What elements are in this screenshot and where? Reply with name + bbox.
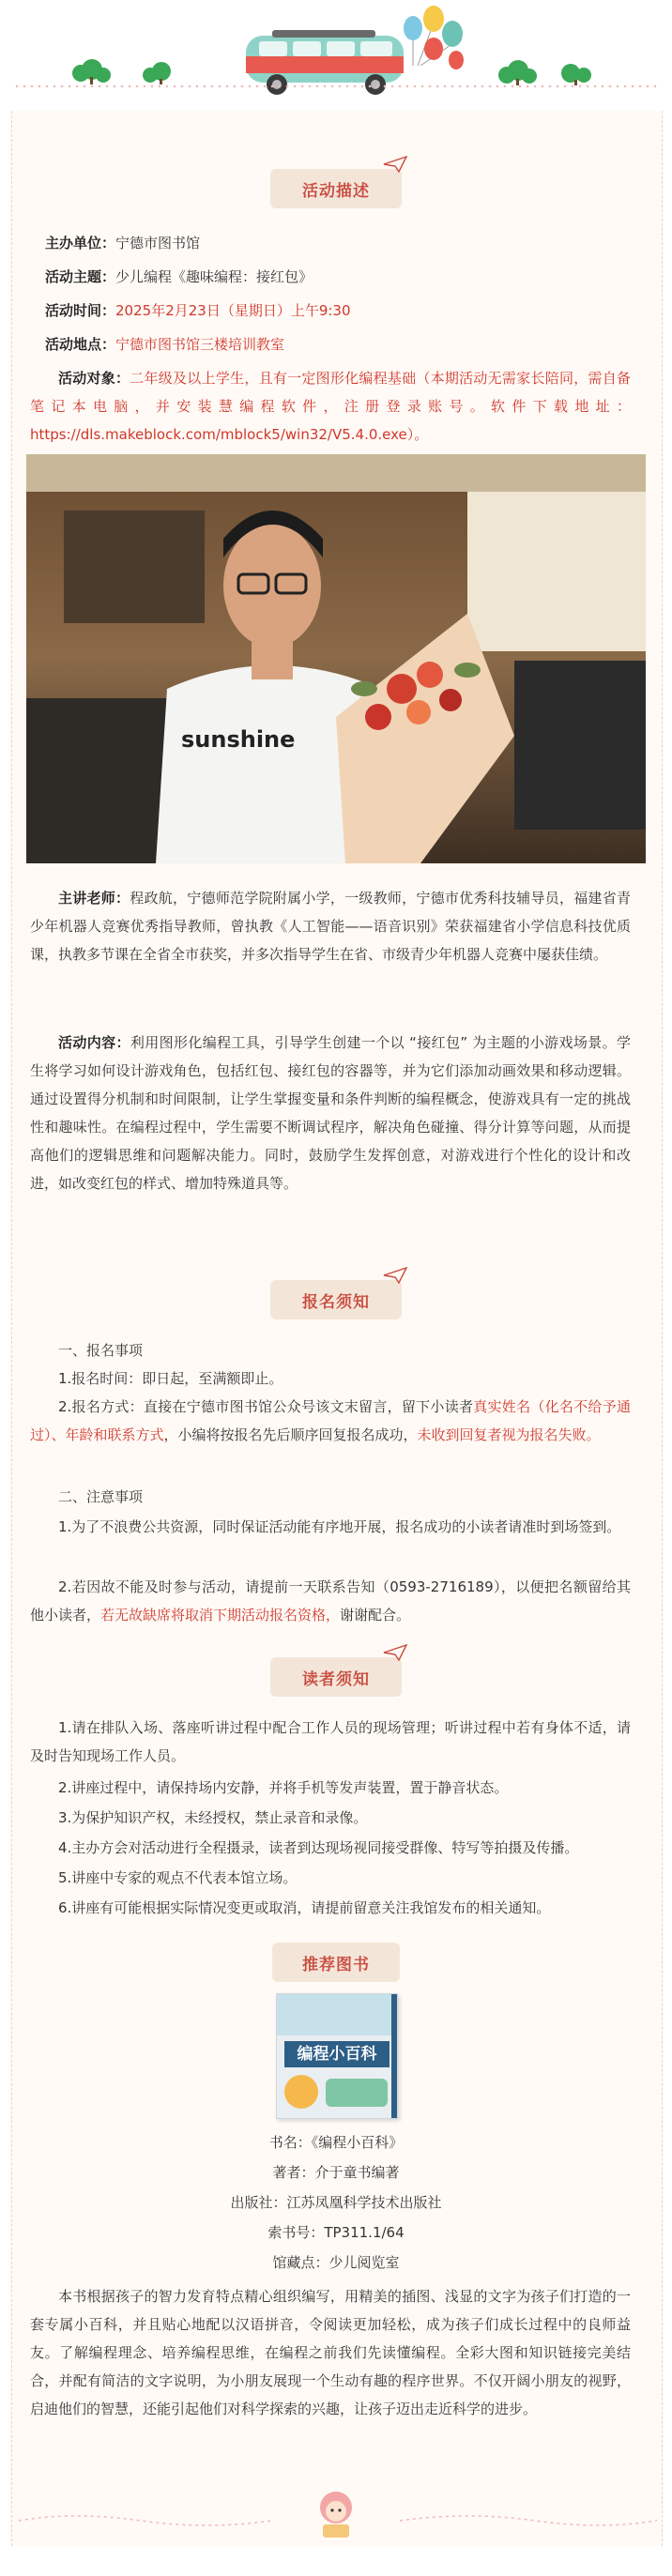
target-value: 二年级及以上学生，且有一定图形化编程基础（本期活动无需家长陪同，需自备笔记本电脑，并安装慧编程软件，注册登录账号。软件下载地址：https://dls.makeblock.com/mblock5/win32/V5.4.0.exe）。 [30,370,631,443]
registration-heading-2: 二、注意事项 [58,1488,144,1505]
section-title: 活动描述 [302,181,370,201]
reader-item: 2.讲座过程中，请保持场内安静，并将手机等发声装置，置于静音状态。 [58,1779,509,1796]
reader-item: 6.讲座有可能根据实际情况变更或取消，请提前留意关注我馆发布的相关通知。 [58,1899,551,1916]
book-author: 著者：介于童书编著 [272,2164,400,2181]
shirt-text: sunshine [181,726,296,753]
registration-item-2 [30,1393,631,1449]
registration-note-2-thanks: 谢谢配合。 [340,1607,411,1623]
content-label: 活动内容： [58,1034,130,1051]
girl-reading-icon [320,2492,352,2538]
registration-item-1: 1.报名时间：即日起，至满额即止。 [58,1370,283,1387]
target-paragraph [30,364,631,449]
balloons-icon [404,6,464,69]
organizer-value: 宁德市图书馆 [115,235,201,252]
registration-item-2-text: 2.报名方式：直接在宁德市图书馆公众号该文末留言，留下小读者 [58,1398,474,1415]
reader-item: 4.主办方会对活动进行全程摄录，读者到达现场视同接受群像、特写等拍摄及传播。 [58,1839,579,1856]
book-cover-title: 编程小百科 [284,2041,389,2067]
footer-decoration [0,2477,672,2553]
registration-item-2-text-b: ，小编将按报名先后顺序回复报名成功， [163,1426,418,1443]
reader-item: 5.讲座中专家的观点不代表本馆立场。 [58,1869,298,1886]
theme-line [45,263,627,291]
section-tag-activity [270,169,402,208]
registration-note-2 [30,1573,631,1629]
registration-note-2-warning: 若无故缺席将取消下期活动报名资格， [100,1607,341,1623]
reader-item: 1.请在排队入场、落座听讲过程中配合工作人员的现场管理；听讲过程中若有身体不适，请及时告知现场工作人员。 [30,1719,631,1764]
tree-icon [72,59,171,84]
paper-plane-icon [383,1267,407,1284]
teacher-photo [26,454,646,863]
van-illustration [0,0,672,105]
section-tag-book [272,1943,400,1982]
section-title: 报名须知 [302,1292,370,1312]
book-call-number: 索书号：TP311.1/64 [267,2224,405,2241]
paper-plane-icon [383,1644,407,1661]
section-title: 推荐图书 [302,1955,370,1974]
teacher-value: 程政航，宁德师范学院附属小学，一级教师，宁德市优秀科技辅导员，福建省青少年机器人竞赛优秀指导教师，曾执教《人工智能——语音识别》荣获福建省小学信息科技优质课，执教多节课在全省全市获奖，并多次指导学生在省、市级青少年机器人竞赛中屡获佳绩。 [30,890,631,963]
registration-item-2-required: 真实姓名（化名不给予通过）、年龄和联系方式 [30,1398,631,1443]
registration-note-1: 1.为了不浪费公共资源，同时保证活动能有序地开展，报名成功的小读者请准时到场签到。 [58,1518,621,1535]
section-title: 读者须知 [302,1669,370,1689]
header-divider [13,84,659,88]
target-label: 活动对象： [58,370,130,387]
teacher-photo-illustration [26,454,646,863]
book-cover [276,1993,398,2119]
teacher-label: 主讲老师： [58,890,130,907]
place-label: 活动地点： [45,336,116,353]
header-banner [0,0,672,105]
footer-divider [0,2477,672,2553]
place-value: 宁德市图书馆三楼培训教室 [115,336,285,353]
place-line [45,330,627,358]
registration-heading-1: 一、报名事项 [58,1342,144,1359]
content-value: 利用图形化编程工具，引导学生创建一个以 “接红包” 为主题的小游戏场景。学生将学习如何设计游戏角色，包括红包、接红包的容器等，并为它们添加动画效果和移动逻辑。通过设置得分机制和时间限制，让学生掌握变量和条件判断的编程概念，使游戏具有一定的挑战性和趣味性。在编程过程中，学生需要不断调试程序，解决角色碰撞、得分计算等问题，从而提高他们的逻辑思维和问题解决能力。同时，鼓励学生发挥创意，对游戏进行个性化的设计和改进，如改变红包的样式、增加特殊道具等。 [30,1034,631,1192]
section-tag-registration [270,1280,402,1319]
paper-plane-icon [383,156,407,173]
book-location: 馆藏点：少儿阅览室 [272,2254,400,2271]
theme-label: 活动主题： [45,268,116,285]
theme-value: 少儿编程《趣味编程：接红包》 [115,268,313,285]
reader-item: 3.为保护知识产权，未经授权，禁止录音和录像。 [58,1809,368,1826]
organizer-line [45,229,627,257]
teacher-paragraph [30,884,631,968]
tree-icon-right [498,60,591,85]
registration-note-2-text: 2.若因故不能及时参与活动，请提前一天联系告知（0593-2716189），以便把名额留给其他小读者， [30,1578,631,1623]
organizer-label: 主办单位： [45,235,116,252]
content-paragraph [30,1029,631,1197]
time-value: 2025年2月23日（星期日）上午9:30 [115,302,351,319]
registration-item-2-warning: 未收到回复者视为报名失败。 [417,1426,601,1443]
book-publisher: 出版社：江苏凤凰科学技术出版社 [230,2194,442,2211]
book-name: 书名：《编程小百科》 [268,2134,404,2151]
book-description: 本书根据孩子的智力发育特点精心组织编写，用精美的插图、浅显的文字为孩子们打造的一套专属小百科，并且贴心地配以汉语拼音，令阅读更加轻松，成为孩子们成长过程中的良师益友。了解编程理念、培养编程思维，在编程之前我们先读懂编程。全彩大图和知识链接完美结合，并配有简洁的文字说明，为小朋友展现一个生动有趣的程序世界。不仅开阔小朋友的视野，启迪他们的智慧，还能引起他们对科学探索的兴趣，让孩子迈出走近科学的进步。 [30,2288,631,2417]
time-label: 活动时间： [45,302,116,319]
time-line [45,297,627,325]
section-tag-reader [270,1657,402,1697]
